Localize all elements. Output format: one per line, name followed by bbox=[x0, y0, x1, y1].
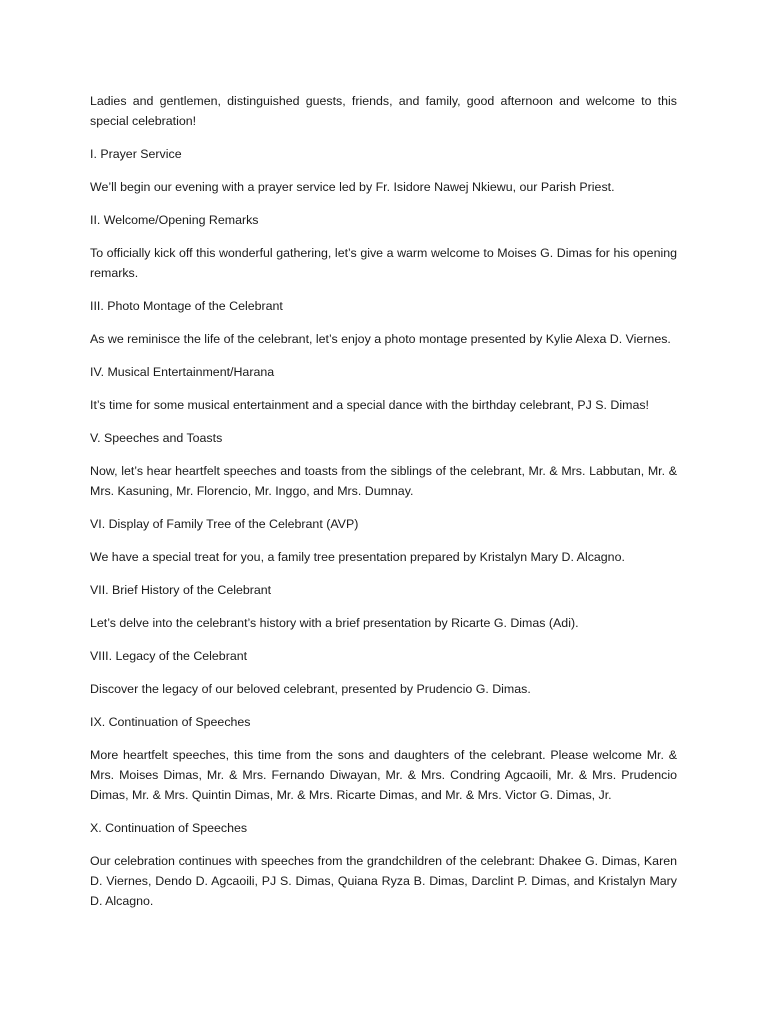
document-page bbox=[90, 91, 677, 924]
section-body-continuation-speeches-grandchildren: Our celebration continues with speeches from the grandchildren of the celebrant: Dhakee G. Dimas, Karen D. Viernes, Dendo D. Agcaoili, PJ S. Dimas, Quiana Ryza B. Dimas, Darclint P. Dimas, and Kristalyn Mary D. Alcagno. bbox=[90, 854, 677, 908]
section-body-musical-entertainment: It’s time for some musical entertainment and a special dance with the birthday celebrant, PJ S. Dimas! bbox=[90, 398, 649, 412]
section-heading-opening-remarks: II. Welcome/Opening Remarks bbox=[90, 213, 259, 227]
section-body-continuation-speeches-children: More heartfelt speeches, this time from the sons and daughters of the celebrant. Please welcome Mr. & Mrs. Moises Dimas, Mr. & Mrs. Fernando Diwayan, Mr. & Mrs. Condring Agcaoili, Mr. & Mrs. Prudencio Dimas, Mr. & Mrs. Quintin Dimas, Mr. & Mrs. Ricarte Dimas, and Mr. & Mrs. Victor G. Dimas, Jr. bbox=[90, 748, 677, 802]
intro-paragraph: Ladies and gentlemen, distinguished guests, friends, and family, good afternoon and welcome to this special celebration! bbox=[90, 94, 677, 128]
section-body-legacy: Discover the legacy of our beloved celebrant, presented by Prudencio G. Dimas. bbox=[90, 682, 531, 696]
section-body-prayer-service: We’ll begin our evening with a prayer service led by Fr. Isidore Nawej Nkiewu, our Parish Priest. bbox=[90, 180, 615, 194]
section-heading-brief-history: VII. Brief History of the Celebrant bbox=[90, 583, 272, 597]
section-heading-legacy: VIII. Legacy of the Celebrant bbox=[90, 649, 248, 663]
section-body-brief-history: Let’s delve into the celebrant’s history with a brief presentation by Ricarte G. Dimas (Adi). bbox=[90, 616, 579, 630]
section-body-speeches-toasts: Now, let’s hear heartfelt speeches and toasts from the siblings of the celebrant, Mr. & Mrs. Labbutan, Mr. & Mrs. Kasuning, Mr. Florencio, Mr. Inggo, and Mrs. Dumnay. bbox=[90, 464, 677, 498]
section-body-opening-remarks: To officially kick off this wonderful gathering, let’s give a warm welcome to Moises G. Dimas for his opening remarks. bbox=[90, 246, 677, 280]
section-heading-musical-entertainment: IV. Musical Entertainment/Harana bbox=[90, 365, 275, 379]
section-heading-family-tree: VI. Display of Family Tree of the Celebrant (AVP) bbox=[90, 517, 359, 531]
section-heading-prayer-service: I. Prayer Service bbox=[90, 147, 182, 161]
section-heading-continuation-speeches-grandchildren: X. Continuation of Speeches bbox=[90, 821, 248, 835]
section-body-photo-montage: As we reminisce the life of the celebrant, let’s enjoy a photo montage presented by Kylie Alexa D. Viernes. bbox=[90, 332, 671, 346]
section-heading-speeches-toasts: V. Speeches and Toasts bbox=[90, 431, 223, 445]
section-body-family-tree: We have a special treat for you, a family tree presentation prepared by Kristalyn Mary D. Alcagno. bbox=[90, 550, 625, 564]
section-heading-continuation-speeches-children: IX. Continuation of Speeches bbox=[90, 715, 251, 729]
section-heading-photo-montage: III. Photo Montage of the Celebrant bbox=[90, 299, 283, 313]
